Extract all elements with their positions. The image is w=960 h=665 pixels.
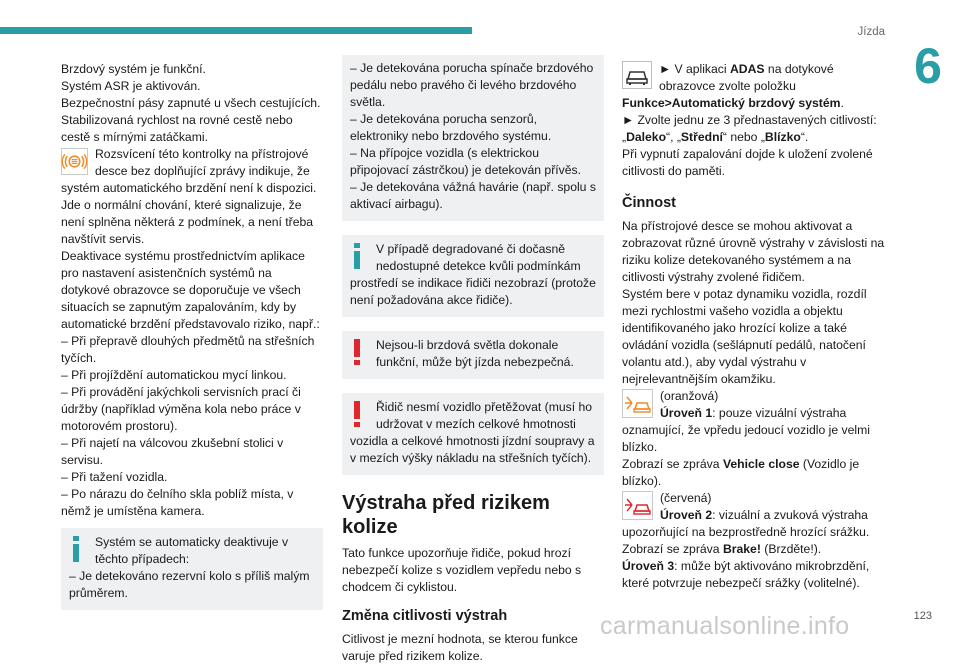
warning-note-box [342,331,604,379]
chapter-number: 6 [914,38,942,94]
intro-line: Bezpečnostní pásy zapnuté u všech cestujících. [61,96,321,110]
watermark: carmanualsonline.info [600,612,850,640]
info-box-lead: Systém se automaticky deaktivuje v těchto případech: [95,535,289,566]
choice-stredni: Střední [680,130,723,144]
warning-note-box [342,393,604,475]
level3-label: Úroveň 3 [622,559,675,573]
choice-sep: “, „ [666,130,681,144]
msg-pre: Zobrazí se zpráva [622,542,723,556]
adas-menu-path: Funkce>Automatický brzdový systém [622,96,841,110]
info-icon [350,243,364,269]
section-heading: Výstraha před rizikem kolize [342,492,550,538]
warning-lamp-text: Rozsvícení této kontrolky na přístrojové desce bez doplňující zprávy indikuje, že systém automatického brzdění není k dispozici. [61,147,317,195]
intro-line: Systém ASR je aktivován. [61,79,201,93]
page-number: 123 [913,610,932,622]
level2-message [622,541,890,558]
sensitivity-choice [622,112,890,146]
operation-paragraph: Systém bere v potaz dynamiku vozidla, rozdíl mezi rychlostmi vašeho vozidla a objektu identifikovaného jako hrozící kolize a také ovládání vozidla (sešlápnutí pedálů, natočení volantu atd.), aby vydal výstrahu v nejrelevantnějším okamžiku. [622,287,867,386]
level1-message [622,456,890,490]
adas-instruction [622,61,890,112]
msg-post: (Vozidlo je blízko). [622,457,860,488]
list-item: – Po nárazu do čelního skla poblíž místa, v němž je umístěna kamera. [61,487,294,518]
section-intro: Tato funkce upozorňuje řidiče, pokud hrozí nebezpečí kolize s vozidlem vepředu nebo s chodcem či cyklistou. [342,546,582,594]
header-accent-bar [0,27,472,34]
info-note-box [342,235,604,317]
warning-note-text: Řidič nesmí vozidlo přetěžovat (musí ho udržovat v mezích celkové hmotnosti vozidla a celkové hmotnosti jízdní soupravy a v mezích výšky nákladu na střešních tyčích). [350,400,595,465]
subsection-heading: Činnost [622,195,676,211]
adas-end: . [840,96,844,110]
list-item: – Je detekována vážná havárie (např. spolu s aktivací airbagu). [350,180,596,211]
alert-level-1 [622,388,890,456]
warning-exclamation-icon [350,339,364,365]
list-item: – Při provádění jakýchkoli servisních prací či údržby (například výměna kola nebo práce v motorovém prostoru). [61,385,301,433]
column-1 [61,61,323,618]
subsection-text: Citlivost je mezní hodnota, se kterou funkce varuje před rizikem kolize. [342,632,578,663]
list-item: – Při přepravě dlouhých předmětů na střešních tyčích. [61,334,315,365]
list-item: – Při tažení vozidla. [61,470,168,484]
msg-post: (Brzděte!). [760,542,822,556]
list-item: – Při projíždění automatickou mycí linkou. [61,368,287,382]
msg-pre: Zobrazí se zpráva [622,457,723,471]
choice-daleko: Daleko [626,130,667,144]
info-box [61,528,323,610]
operation-paragraph: Na přístrojové desce se mohou aktivovat a zobrazovat různé úrovně výstrahy v závislosti na riziku kolize detekovaného systémem a na citlivosti výstrahy zvolené řidičem. [622,219,885,284]
alert-level-2 [622,490,890,541]
warning-lamp-paragraph [61,146,323,197]
adas-car-icon [622,61,652,89]
deactivation-list-box [342,55,604,221]
level2-text: : vizuální a zvuková výstraha upozorňující na bezprostředně hrozící srážku. [622,508,870,539]
body-paragraph: Deaktivace systému prostřednictvím aplikace pro nastavení asistenčních systémů na dotykové obrazovce se doporučuje ve všech situacích se zapnutým zapalováním, kdy by automatické brzdění představovalo riziko, např.: [61,249,320,331]
collision-alert-orange-icon [622,389,653,418]
warning-exclamation-icon [350,401,364,427]
choice-end: “. [800,130,809,144]
msg-vehicle-close: Vehicle close [722,457,800,471]
warning-note-text: Nejsou-li brzdová světla dokonale funkční, může být jízda nebezpečná. [376,338,574,369]
column-2 [342,55,604,665]
level2-label: Úroveň 2 [660,508,713,522]
intro-line: Brzdový systém je funkční. [61,62,206,76]
list-item: – Na přípojce vozidla (s elektrickou připojovací zástrčkou) je detekován přívěs. [350,146,581,177]
adas-pre: ► V aplikaci [659,62,730,76]
level3-text: : může být aktivováno mikrobrzdění, které potvrzuje nebezpečí srážky (volitelné). [622,559,870,590]
choice-pre: ► Zvolte jednu ze 3 přednastavených citlivostí: „ [622,113,877,144]
level1-label: Úroveň 1 [660,406,713,420]
list-item: – Při najetí na válcovou zkušební stolici v servisu. [61,436,284,467]
brake-warning-lamp-icon [61,148,88,175]
info-icon [69,536,83,562]
section-title: Jízda [857,26,885,38]
choice-sep: “ nebo „ [722,130,765,144]
level2-color: (červená) [660,491,712,505]
msg-brake: Brake! [722,542,761,556]
body-paragraph: Jde o normální chování, které signalizuje, že není splněna některá z podmínek, a není třeba navštívit servis. [61,198,314,246]
subsection-heading: Změna citlivosti výstrah [342,608,508,624]
list-item: – Je detekována porucha senzorů, elektroniky nebo brzdového systému. [350,112,552,143]
intro-line: Stabilizovaná rychlost na rovné cestě nebo cestě s mírnými zatáčkami. [61,113,293,144]
collision-alert-red-icon [622,491,653,520]
level3 [622,558,890,592]
info-box-item: – Je detekováno rezervní kolo s příliš malým průměrem. [69,569,310,600]
adas-post: na dotykové obrazovce zvolte položku [659,62,834,93]
level1-color: (oranžová) [660,389,719,403]
level1-text: : pouze vizuální výstraha oznamující, že vpředu jedoucí vozidlo je velmi blízko. [622,406,870,454]
adas-app-name: ADAS [730,62,765,76]
choice-blizko: Blízko [764,130,801,144]
memory-text: Při vypnutí zapalování dojde k uložení zvolené citlivosti do paměti. [622,147,873,178]
column-3 [622,61,890,592]
info-note-text: V případě degradované či dočasně nedostupné detekce kvůli podmínkám prostředí se indikace řidiči nezobrazí (protože není požadována akce řidiče). [350,242,596,307]
list-item: – Je detekována porucha spínače brzdového pedálu nebo pravého či levého brzdového světla. [350,61,594,109]
